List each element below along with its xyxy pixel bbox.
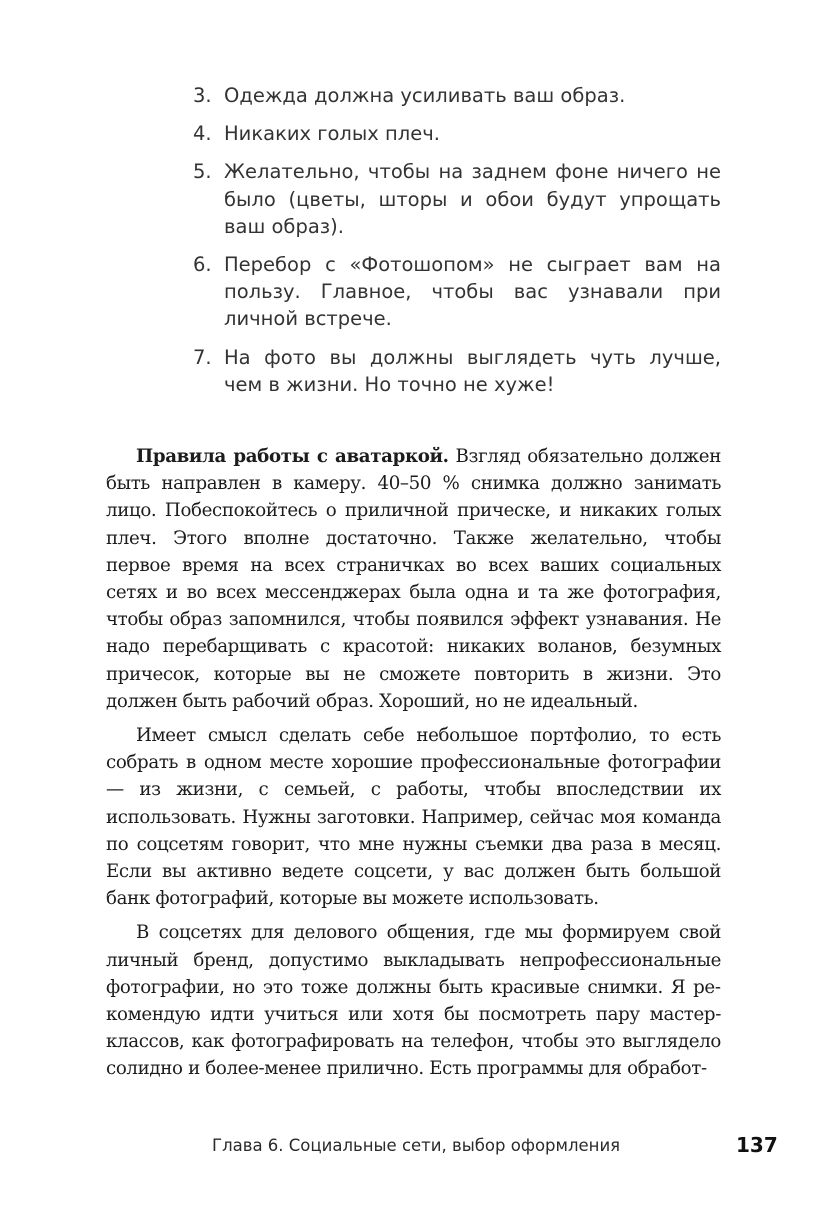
list-item-number: 7. xyxy=(193,345,212,369)
numbered-list xyxy=(193,82,721,409)
list-item-text: Одежда должна усиливать ваш образ. xyxy=(224,84,626,107)
list-item-text: Никаких голых плеч. xyxy=(224,122,440,146)
paragraph xyxy=(106,919,721,1082)
body-text xyxy=(106,443,721,1090)
page-footer xyxy=(0,1133,827,1163)
list-item-text: Желательно, чтобы на заднем фоне ничего не было (цветы, шторы и обои будут упрощать ваш образ). xyxy=(224,160,721,238)
paragraph-text: В соцсетях для делового общения, где мы формируем свой личный бренд, допустимо выкладывать непрофессиональные фотографии, но это тоже должны быть красивые снимки. Я рекомендую идти учиться или хотя бы посмотреть пару мастер-классов, как фотографировать на телефон, чтобы это выглядело солидно и более-менее прилично. Есть программы для обработ- xyxy=(106,922,721,1080)
paragraph-text: Взгляд обязательно должен быть направлен в камеру. 40–50 % снимка должно занимать лицо. Побеспокойтесь о приличной прическе, и никаких голых плеч. Этого вполне достаточно. Также желательно, чтобы первое время на всех страничках во всех ваших социальных сетях и во всех мессенджерах была одна и та же фотография, чтобы образ запомнился, чтобы появился эффект узнавания. Не надо перебарщивать с красотой: никаких воланов, безумных причесок, которые вы не сможете повторить в жизни. Это должен быть рабочий образ. Хороший, но не идеальный. xyxy=(106,446,721,712)
page-number: 137 xyxy=(736,1133,778,1157)
list-item-text: На фото вы должны выглядеть чуть лучше, чем в жизни. Но точно не хуже! xyxy=(224,345,721,396)
paragraph-text: Имеет смысл сделать себе небольшое портфолио, то есть собрать в одном месте хорошие профессиональные фотографии — из жизни, с семьей, с работы, чтобы впоследствии их использовать. Нужны заготовки. Например, сейчас моя команда по соцсетям говорит, что мне нужны съемки два раза в месяц. Если вы активно ведете соцсети, у вас должен быть большой банк фотографий, которые вы можете использовать. xyxy=(106,725,721,910)
list-item xyxy=(193,120,721,147)
list-item xyxy=(193,82,721,109)
list-item-number: 4. xyxy=(193,122,212,146)
list-item-text: Перебор с «Фотошопом» не сыграет вам на пользу. Главное, чтобы вас узнавали при личной встрече. xyxy=(224,253,721,331)
chapter-title: Глава 6. Социальные сети, выбор оформления xyxy=(212,1136,621,1155)
list-item xyxy=(193,344,721,398)
paragraph xyxy=(106,443,721,715)
list-item-number: 3. xyxy=(193,84,212,107)
list-item-number: 6. xyxy=(193,253,212,277)
list-item xyxy=(193,251,721,333)
list-item xyxy=(193,158,721,240)
paragraph xyxy=(106,722,721,912)
list-item-number: 5. xyxy=(193,160,212,184)
paragraph-lead: Правила работы с аватаркой. xyxy=(136,446,449,467)
